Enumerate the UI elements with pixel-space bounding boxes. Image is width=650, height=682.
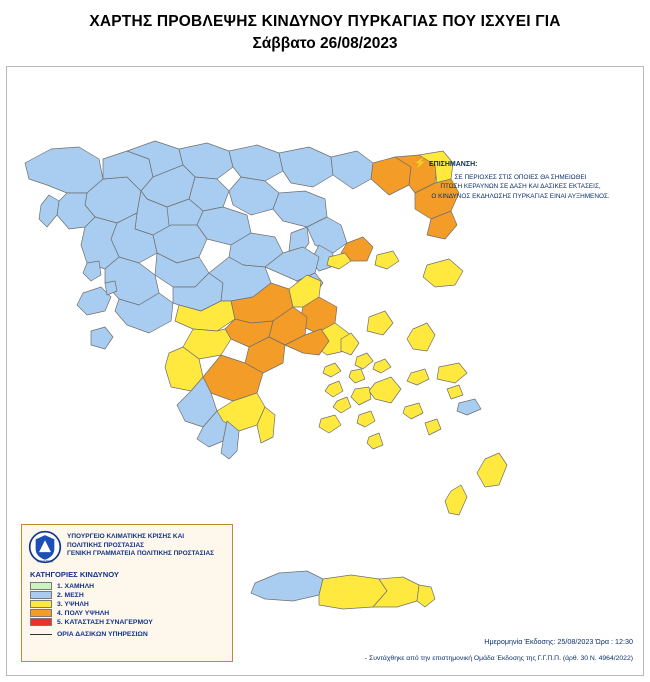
- island-limnos: [375, 251, 399, 269]
- legend-boundary-label: ΟΡΙΑ ΔΑΣΙΚΩΝ ΥΠΗΡΕΣΙΩΝ: [57, 631, 148, 638]
- legend-item-1: [30, 582, 226, 590]
- map-frame: [6, 66, 644, 676]
- legend-org-line-3: ΓΕΝΙΚΗ ΓΡΑΜΜΑΤΕΙΑ ΠΟΛΙΤΙΚΗΣ ΠΡΟΣΤΑΣΙΑΣ: [67, 550, 215, 558]
- region-skyros: [367, 311, 393, 335]
- title-line-2: Σάββατο 26/08/2023: [252, 35, 398, 52]
- island-santorini: [367, 433, 383, 449]
- region-kilkis: [229, 145, 283, 181]
- note-body-line-2: ΠΤΩΣΗ ΚΕΡΑΥΝΩΝ ΣΕ ΔΑΣΗ ΚΑΙ ΔΑΣΙΚΕΣ ΕΚΤΑΣΕΙΣ,: [440, 183, 601, 190]
- legend-title: ΚΑΤΗΓΟΡΙΕΣ ΚΙΝΔΥΝΟΥ: [30, 570, 119, 579]
- legend-header: [28, 530, 226, 564]
- legend-label-alert: 5. ΚΑΤΑΣΤΑΣΗ ΣΥΝΑΓΕΡΜΟΥ: [57, 618, 153, 626]
- island-kalymnos: [447, 385, 463, 399]
- legend-label-very-high: 4. ΠΟΛΥ ΥΨΗΛΗ: [57, 609, 110, 617]
- region-thessaloniki: [229, 177, 279, 215]
- island-mykonos: [373, 359, 391, 373]
- legend-org-line-2: ΠΟΛΙΤΙΚΗΣ ΠΡΟΣΤΑΣΙΑΣ: [67, 541, 145, 549]
- civil-protection-emblem-icon: [28, 530, 62, 564]
- island-rodos: [477, 453, 507, 487]
- island-kerkyra: [39, 195, 59, 227]
- legend-swatch-very-high: [30, 609, 52, 617]
- island-serifos-sifnos: [333, 397, 351, 413]
- island-kea: [323, 363, 341, 377]
- island-lesvos: [423, 259, 463, 287]
- boundary-line-icon: [30, 634, 52, 635]
- svg-text:ΠΟΛΙΤΙΚΗ: ΠΟΛΙΤΙΚΗ: [36, 559, 54, 564]
- legend-item-2: [30, 591, 226, 599]
- legend-label-high: 3. ΥΨΗΛΗ: [57, 600, 89, 608]
- island-crete-west: [251, 571, 323, 601]
- island-ikaria: [407, 369, 429, 385]
- island-kythnos: [325, 381, 343, 397]
- legend-organization: [67, 530, 214, 559]
- island-paros: [351, 387, 371, 405]
- legend-item-3: [30, 600, 226, 608]
- note-body: [413, 173, 628, 202]
- legend-label-low: 1. ΧΑΜΗΛΗ: [57, 582, 95, 590]
- legend-swatch-high: [30, 600, 52, 608]
- island-zakynthos: [91, 327, 113, 349]
- lightning-bolt-icon: ⚡: [414, 158, 427, 169]
- island-ios: [357, 411, 375, 427]
- island-chios: [407, 323, 435, 351]
- legend-boundary-row: [30, 631, 226, 638]
- legend-swatch-medium: [30, 591, 52, 599]
- region-epirus-nw: [25, 147, 103, 193]
- note-body-line-1: ΣΕ ΠΕΡΙΟΧΕΣ ΣΤΙΣ ΟΠΟΙΕΣ ΘΑ ΣΗΜΕΙΩΘΕΙ: [454, 173, 587, 181]
- island-amorgos: [403, 403, 423, 419]
- note-body-line-3: Ο ΚΙΝΔΥΝΟΣ ΕΚΔΗΛΩΣΗΣ ΠΥΡΚΑΓΙΑΣ ΕΙΝΑΙ ΑΥΞΗΜΕΝΟΣ.: [431, 192, 610, 200]
- legend-org-line-1: ΥΠΟΥΡΓΕΙΟ ΚΛΙΜΑΤΙΚΗΣ ΚΡΙΣΗΣ ΚΑΙ: [67, 533, 185, 540]
- legend-box: [21, 524, 233, 662]
- issue-datetime: Ημερομηνία Έκδοσης: 25/08/2023 Ώρα : 12:30: [484, 637, 633, 646]
- island-naxos: [369, 377, 401, 403]
- title-line-1: ΧΑΡΤΗΣ ΠΡΟΒΛΕΨΗΣ ΚΙΝΔΥΝΟΥ ΠΥΡΚΑΓΙΑΣ ΠΟΥ ΙΣΧΥΕΙ ΓΙΑ: [89, 13, 561, 30]
- note-heading-text: ΕΠΙΣΗΜΑΝΣΗ:: [429, 161, 478, 168]
- island-kos: [457, 399, 481, 415]
- legend-item-4: [30, 609, 226, 617]
- island-tinos: [355, 353, 373, 369]
- island-astypalaia: [425, 419, 441, 435]
- region-serres: [279, 147, 333, 187]
- legend-items: [30, 582, 226, 626]
- island-karpathos: [445, 485, 467, 515]
- island-samos: [437, 363, 467, 383]
- island-crete-tip: [417, 585, 435, 607]
- page-title: [0, 0, 650, 54]
- legend-swatch-low: [30, 582, 52, 590]
- island-lefkada: [83, 261, 101, 281]
- island-syros: [349, 369, 365, 383]
- region-drama: [331, 151, 373, 189]
- legend-label-medium: 2. ΜΕΣΗ: [57, 591, 84, 599]
- island-milos: [319, 415, 341, 433]
- island-kefalonia: [77, 287, 111, 315]
- lightning-note: [413, 160, 628, 201]
- legend-swatch-alert: [30, 618, 52, 626]
- credit-line: - Συντάχθηκε από την επιστημονική Ομάδα Έκδοσης της Γ.Γ.Π.Π. (άρθ. 30 Ν. 4964/2022): [364, 655, 633, 662]
- legend-item-5: [30, 618, 226, 626]
- note-heading: [414, 158, 628, 170]
